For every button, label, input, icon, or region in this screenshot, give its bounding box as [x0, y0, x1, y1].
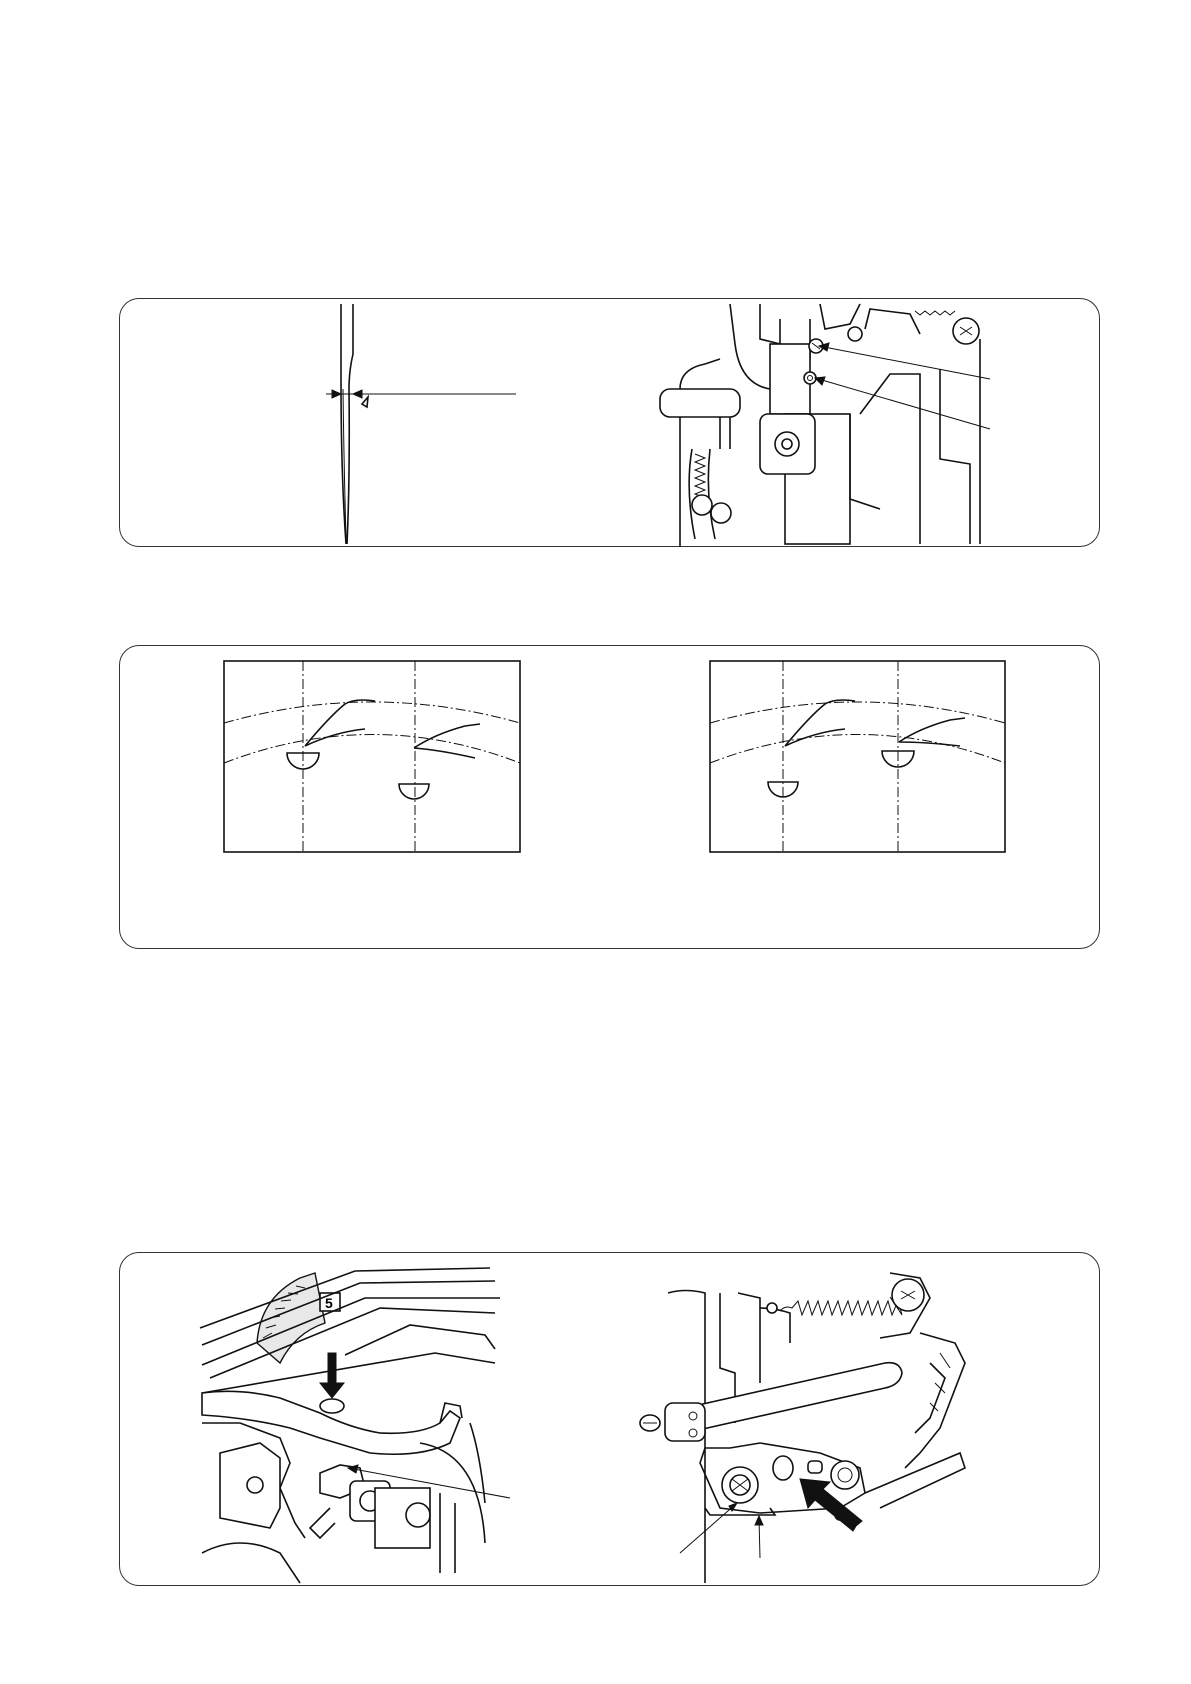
hook-point-right: [899, 718, 965, 746]
figure-panel-adjustment: [119, 1252, 1100, 1586]
hook-guard-illustration: [120, 1253, 1101, 1587]
figure-panel-hook-timing: [119, 645, 1100, 949]
tension-spring: [780, 1297, 902, 1315]
needle-bar-mechanism-illustration: [120, 299, 1101, 548]
hook-timing-right-diagram: [120, 646, 1101, 950]
hook-point-left: [785, 700, 855, 746]
figure-panel-needle: [119, 298, 1100, 547]
dial-number-label: 5: [325, 1295, 333, 1311]
